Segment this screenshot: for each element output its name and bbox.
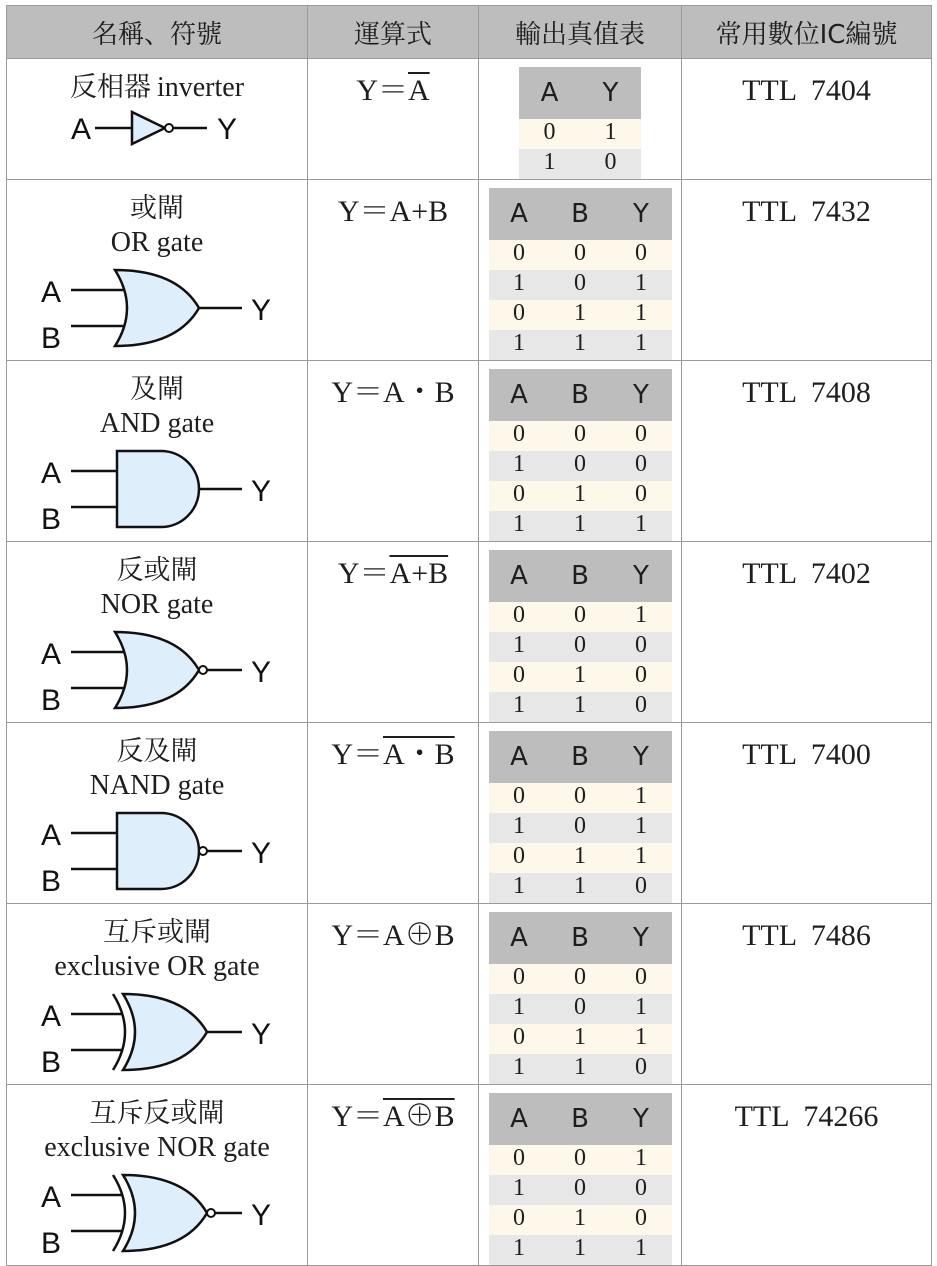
gate-body [115,270,199,346]
truth-value-cell: 0 [611,1175,672,1205]
truth-table [489,369,672,541]
truth-table-cell [479,723,682,904]
truth-value-cell: 0 [611,421,672,451]
gate-name-en: exclusive NOR gate [44,1132,270,1163]
gate-body [117,451,199,527]
expr-prefix: Y＝ [331,1100,383,1133]
truth-header-cell: Y [580,67,641,119]
truth-header-row [489,369,672,421]
truth-table [489,188,672,360]
truth-value-cell: 1 [489,330,550,360]
gate-name-cell [7,361,308,542]
truth-value-cell: 0 [550,240,611,270]
truth-value-cell: 1 [611,783,672,813]
truth-row [489,783,672,813]
truth-table [489,912,672,1084]
truth-row [489,451,672,481]
ic-number: TTL 74266 [734,1100,879,1133]
truth-row [489,813,672,843]
truth-value-cell: 0 [611,662,672,692]
truth-value-cell: 0 [611,964,672,994]
truth-value-cell: 0 [489,481,550,511]
boolean-expression [308,737,478,773]
truth-header-cell: A [489,550,550,602]
gate-name-cell [7,542,308,723]
truth-header-cell: Y [611,550,672,602]
truth-value-cell: 0 [611,240,672,270]
gate-name-en: AND gate [99,408,215,439]
truth-table-cell [479,1085,682,1266]
gate-title [7,71,307,105]
expr-prefix: Y＝ [356,74,408,107]
gate-symbol-xor [37,986,277,1078]
truth-header-cell: B [550,731,611,783]
truth-value-cell: 0 [611,692,672,722]
truth-value-cell: 0 [489,1145,550,1175]
truth-header-cell: A [489,731,550,783]
truth-value-cell: 1 [489,451,550,481]
output-y-label: Y [250,475,272,508]
truth-row [489,1054,672,1084]
truth-header-cell: B [550,1093,611,1145]
expr-plain: A+B [389,195,449,228]
truth-value-cell: 1 [489,692,550,722]
inversion-bubble [207,1209,215,1217]
truth-table-cell [479,904,682,1085]
gate-name-cell [7,59,308,180]
gate-row [7,904,932,1085]
truth-value-cell: 0 [550,964,611,994]
truth-value-cell: 1 [550,1054,611,1084]
truth-value-cell: 1 [550,511,611,541]
truth-header-cell: Y [611,912,672,964]
output-y-label: Y [250,656,272,689]
truth-value-cell: 1 [550,300,611,330]
truth-row [489,240,672,270]
truth-value-cell: 0 [611,481,672,511]
truth-row [519,119,641,149]
expr-negated: A・B [382,738,455,771]
inverter-triangle [132,112,165,144]
truth-value-cell: 1 [550,843,611,873]
gate-name-zh: 互斥或閘 [103,917,211,948]
truth-header-cell: A [489,188,550,240]
ic-number: TTL 7404 [742,74,871,107]
expr-prefix: Y＝ [337,557,390,590]
input-b-label: B [40,503,62,535]
expr-prefix: Y＝ [331,919,383,952]
ic-number-cell [682,59,932,180]
truth-header-cell: Y [611,731,672,783]
truth-value-cell: 0 [489,300,550,330]
truth-value-cell: 1 [611,843,672,873]
header-row [7,6,932,59]
truth-value-cell: 0 [550,421,611,451]
expression-cell [308,59,479,180]
truth-value-cell: 1 [611,1235,672,1265]
truth-value-cell: 0 [550,994,611,1024]
expression-cell [308,723,479,904]
truth-header-cell: B [550,369,611,421]
output-y-label: Y [250,1199,272,1232]
truth-value-cell: 0 [489,602,550,632]
truth-value-cell: 0 [489,662,550,692]
expression-cell [308,361,479,542]
gate-row [7,1085,932,1266]
ic-number: TTL 7402 [742,557,871,590]
truth-row [489,270,672,300]
gate-symbol-or [37,262,277,354]
gate-name-en: NOR gate [100,589,214,620]
ic-number: TTL 7432 [742,195,871,228]
input-a-label: A [40,457,62,490]
truth-value-cell: 0 [550,783,611,813]
truth-value-cell: 1 [489,511,550,541]
truth-value-cell: 0 [611,1054,672,1084]
truth-table [519,67,641,179]
xor-extra-curve [113,994,125,1070]
expression-cell [308,1085,479,1266]
input-b-label: B [40,1046,62,1078]
gate-name-zh: 反或閘 [116,555,198,586]
xor-extra-curve [113,1175,125,1251]
truth-header-cell: Y [611,1093,672,1145]
truth-row [489,843,672,873]
truth-value-cell: 1 [611,994,672,1024]
truth-value-cell: 1 [489,1054,550,1084]
logic-gate-table [6,5,932,1266]
truth-row [489,421,672,451]
truth-header-cell: B [550,188,611,240]
expr-negated: A⊕B [382,1100,455,1133]
gate-symbol-xnor [37,1167,277,1259]
truth-row [489,632,672,662]
gate-symbol-and [37,443,277,535]
boolean-expression [308,1099,478,1135]
truth-value-cell: 1 [550,873,611,903]
header-expression: 運算式 [308,6,479,59]
expr-prefix: Y＝ [337,195,390,228]
truth-table-cell [479,361,682,542]
gate-name-cell [7,180,308,361]
truth-value-cell: 0 [611,873,672,903]
ic-number: TTL 7408 [742,376,871,409]
truth-value-cell: 0 [489,843,550,873]
ic-number-cell [682,542,932,723]
truth-header-row [489,1093,672,1145]
gate-name-zh: 反相器 [69,72,151,103]
gate-name-zh: 反及閘 [116,736,198,767]
gate-row [7,723,932,904]
input-a-label: A [40,276,62,309]
expression-cell [308,904,479,1085]
truth-value-cell: 1 [611,330,672,360]
header-name-symbol: 名稱、符號 [7,6,308,59]
gate-name-en: OR gate [110,227,204,258]
input-b-label: B [40,865,62,897]
truth-value-cell: 0 [550,451,611,481]
gate-row [7,59,932,180]
expr-plain: A・B [382,376,455,409]
inversion-bubble [199,847,207,855]
truth-table [489,731,672,903]
truth-value-cell: 0 [519,119,580,149]
truth-header-row [519,67,641,119]
gate-symbol-nand [37,805,277,897]
truth-row [519,149,641,179]
truth-value-cell: 0 [550,270,611,300]
ic-number-cell [682,904,932,1085]
truth-row [489,692,672,722]
truth-value-cell: 0 [489,1024,550,1054]
boolean-expression [308,73,478,109]
truth-value-cell: 0 [489,421,550,451]
truth-header-cell: A [489,369,550,421]
expr-negated: $\overline{A}$ [408,74,430,107]
boolean-expression [308,556,478,592]
gate-name-zh: 或閘 [130,193,184,224]
truth-row [489,1024,672,1054]
truth-header-cell: A [519,67,580,119]
truth-header-cell: A [489,1093,550,1145]
truth-row [489,964,672,994]
truth-row [489,481,672,511]
truth-table-cell [479,180,682,361]
truth-value-cell: 0 [489,240,550,270]
truth-row [489,1145,672,1175]
gate-body [123,1175,207,1251]
truth-value-cell: 1 [550,1235,611,1265]
ic-number: TTL 7400 [742,738,871,771]
boolean-expression [308,918,478,954]
truth-value-cell: 1 [489,632,550,662]
truth-value-cell: 1 [489,1235,550,1265]
ic-number-cell [682,361,932,542]
truth-value-cell: 1 [550,662,611,692]
ic-number-cell [682,1085,932,1266]
truth-header-row [489,550,672,602]
truth-value-cell: 1 [611,602,672,632]
truth-header-row [489,188,672,240]
truth-row [489,662,672,692]
gate-name-en: NAND gate [89,770,225,801]
gate-name-cell [7,1085,308,1266]
truth-value-cell: 1 [550,481,611,511]
truth-table-cell [479,59,682,180]
expression-cell [308,542,479,723]
truth-value-cell: 1 [611,1145,672,1175]
gate-symbol-not [57,107,257,151]
truth-value-cell: 0 [550,1175,611,1205]
truth-row [489,511,672,541]
gate-name-en: inverter [156,72,245,103]
header-ic-number: 常用數位IC編號 [682,6,932,59]
expr-prefix: Y＝ [331,738,383,771]
truth-header-cell: Y [611,188,672,240]
truth-header-row [489,731,672,783]
truth-value-cell: 1 [550,692,611,722]
gate-name-cell [7,904,308,1085]
truth-header-cell: Y [611,369,672,421]
input-b-label: B [40,684,62,716]
truth-value-cell: 0 [489,1205,550,1235]
gate-body [117,813,199,889]
boolean-expression [308,375,478,411]
truth-value-cell: 1 [611,511,672,541]
gate-name-en: exclusive OR gate [54,951,260,982]
truth-header-row [489,912,672,964]
output-y-label: Y [250,1018,272,1051]
input-a-label: A [40,638,62,671]
input-b-label: B [40,1227,62,1259]
ic-number: TTL 7486 [742,919,871,952]
output-y-label: Y [250,294,272,327]
output-y-label: Y [250,837,272,870]
truth-value-cell: 0 [611,451,672,481]
truth-row [489,873,672,903]
gate-body [123,994,207,1070]
truth-row [489,994,672,1024]
truth-value-cell: 1 [489,994,550,1024]
expr-plain: A⊕B [382,919,455,952]
truth-value-cell: 0 [611,1205,672,1235]
truth-value-cell: 0 [550,1145,611,1175]
truth-value-cell: 0 [580,149,641,179]
truth-value-cell: 1 [489,1175,550,1205]
truth-value-cell: 0 [611,632,672,662]
input-a-label: A [40,1000,62,1033]
gate-symbol-nor [37,624,277,716]
truth-value-cell: 1 [489,873,550,903]
truth-row [489,602,672,632]
input-a-label: A [40,819,62,852]
gate-row [7,361,932,542]
truth-value-cell: 1 [550,1024,611,1054]
truth-table [489,1093,672,1265]
truth-value-cell: 1 [611,270,672,300]
boolean-expression [308,194,478,230]
input-a-label: A [70,113,92,146]
truth-value-cell: 1 [611,1024,672,1054]
truth-value-cell: 1 [611,813,672,843]
truth-row [489,330,672,360]
truth-table [489,550,672,722]
input-a-label: A [40,1181,62,1214]
expression-cell [308,180,479,361]
truth-value-cell: 1 [519,149,580,179]
gate-row [7,180,932,361]
expr-prefix: Y＝ [331,376,383,409]
truth-table-cell [479,542,682,723]
truth-value-cell: 0 [489,964,550,994]
truth-value-cell: 1 [580,119,641,149]
inversion-bubble [165,124,173,132]
gate-row [7,542,932,723]
truth-value-cell: 1 [489,270,550,300]
input-b-label: B [40,322,62,354]
ic-number-cell [682,723,932,904]
truth-header-cell: A [489,912,550,964]
truth-header-cell: B [550,912,611,964]
expr-negated: A+B [389,557,449,590]
truth-value-cell: 0 [489,783,550,813]
ic-number-cell [682,180,932,361]
gate-name-zh: 互斥反或閘 [89,1098,225,1129]
gate-body [115,632,199,708]
truth-value-cell: 1 [611,300,672,330]
truth-value-cell: 1 [550,1205,611,1235]
truth-value-cell: 1 [550,330,611,360]
header-truth-table: 輸出真值表 [479,6,682,59]
truth-value-cell: 0 [550,602,611,632]
gate-name-cell [7,723,308,904]
truth-value-cell: 0 [550,632,611,662]
inversion-bubble [199,666,207,674]
truth-value-cell: 0 [550,813,611,843]
truth-value-cell: 1 [489,813,550,843]
truth-row [489,300,672,330]
truth-row [489,1235,672,1265]
truth-header-cell: B [550,550,611,602]
truth-row [489,1205,672,1235]
gate-name-zh: 及閘 [130,374,184,405]
output-y-label: Y [216,113,238,146]
truth-row [489,1175,672,1205]
